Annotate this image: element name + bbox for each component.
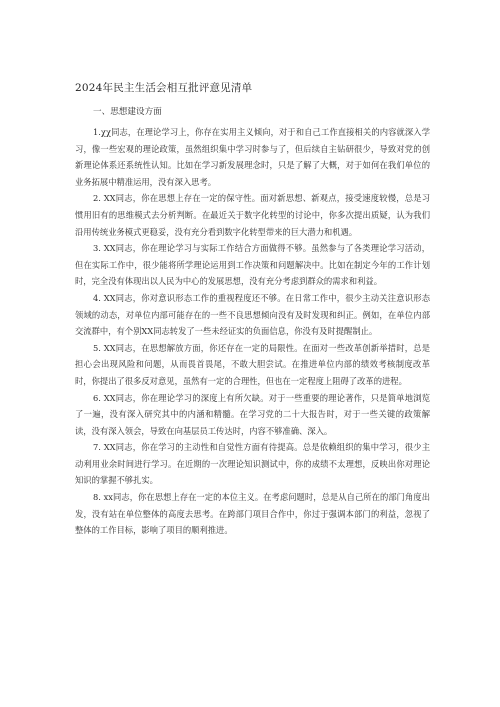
document-body [75, 124, 430, 539]
paragraph-2: 2. XX同志，你在思想上存在一定的保守性。面对新思想、新观点，接受速度较慢，总是习惯用旧有的思维模式去分析判断。在最近关于数字化转型的讨论中，你多次提出质疑，认为我们沿用传统业务模式更稳妥，没有充分看到数字化转型带来的巨大潜力和机遇。 [75, 193, 430, 237]
paragraph-3: 3. XX同志，你在理论学习与实际工作结合方面做得不够。虽然参与了各类理论学习活动，但在实际工作中，很少能将所学理论运用到工作决策和问题解决中。比如在制定今年的工作计划时，完全没有体现出以人民为中心的发展思想，没有充分考虑到群众的需求和利益。 [75, 243, 430, 287]
paragraph-8: 8. xx同志，你在思想上存在一定的本位主义。在考虑问题时，总是从自己所在的部门角度出发，没有站在单位整体的高度去思考。在跨部门项目合作中，你过于强调本部门的利益，忽视了整体的工作目标，影响了项目的顺利推进。 [75, 492, 430, 536]
paragraph-1: 1.χχ同志，在理论学习上，你存在实用主义倾向，对于和自己工作直接相关的内容就深入学习，像一些宏观的理论政策，虽然组织集中学习时参与了，但后续自主钻研很少，导致对党的创新理论体系还系统性认知。比如在学习新发展理念时，只是了解了大概，对于如何在我们单位的业务拓展中精准运用，没有深入思考。 [75, 127, 430, 187]
section-heading: 一、思想建设方面 [93, 107, 162, 117]
paragraph-4: 4. XX同志，你对意识形态工作的重视程度还不够。在日常工作中，很少主动关注意识形态领域的动态，对单位内部可能存在的一些不良思想倾向没有及时发现和纠正。例如，在单位内部交流群中，有个别XX同志转发了一些未经证实的负面信息，你没有及时提醒制止。 [75, 292, 430, 337]
document-title: 2024年民主生活会相互批评意见清单 [75, 82, 253, 94]
paragraph-5: 5. XX同志，在思想解放方面，你还存在一定的局限性。在面对一些改革创新举措时，总是担心会出现风险和问题，从而畏首畏尾，不敢大胆尝试。在推进单位内部的绩效考核制度改革时，你提出了很多反对意见，虽然有一定的合理性，但也在一定程度上阻碍了改革的进程。 [75, 342, 430, 386]
paragraph-7: 7. XX同志，你在学习的主动性和自觉性方面有待提高。总是依赖组织的集中学习，很少主动利用业余时间进行学习。在近期的一次理论知识测试中，你的成绩不太理想，反映出你对理论知识的掌握不够扎实。 [75, 442, 430, 486]
paragraph-6: 6. XX同志，你在理论学习的深度上有所欠缺。对于一些重要的理论著作，只是简单地浏览了一遍，没有深入研究其中的内涵和精髓。在学习党的二十大报告时，对于一些关键的政策解读，没有深入领会，导致在向基层员工传达时，内容不够准确、深入。 [75, 392, 430, 436]
